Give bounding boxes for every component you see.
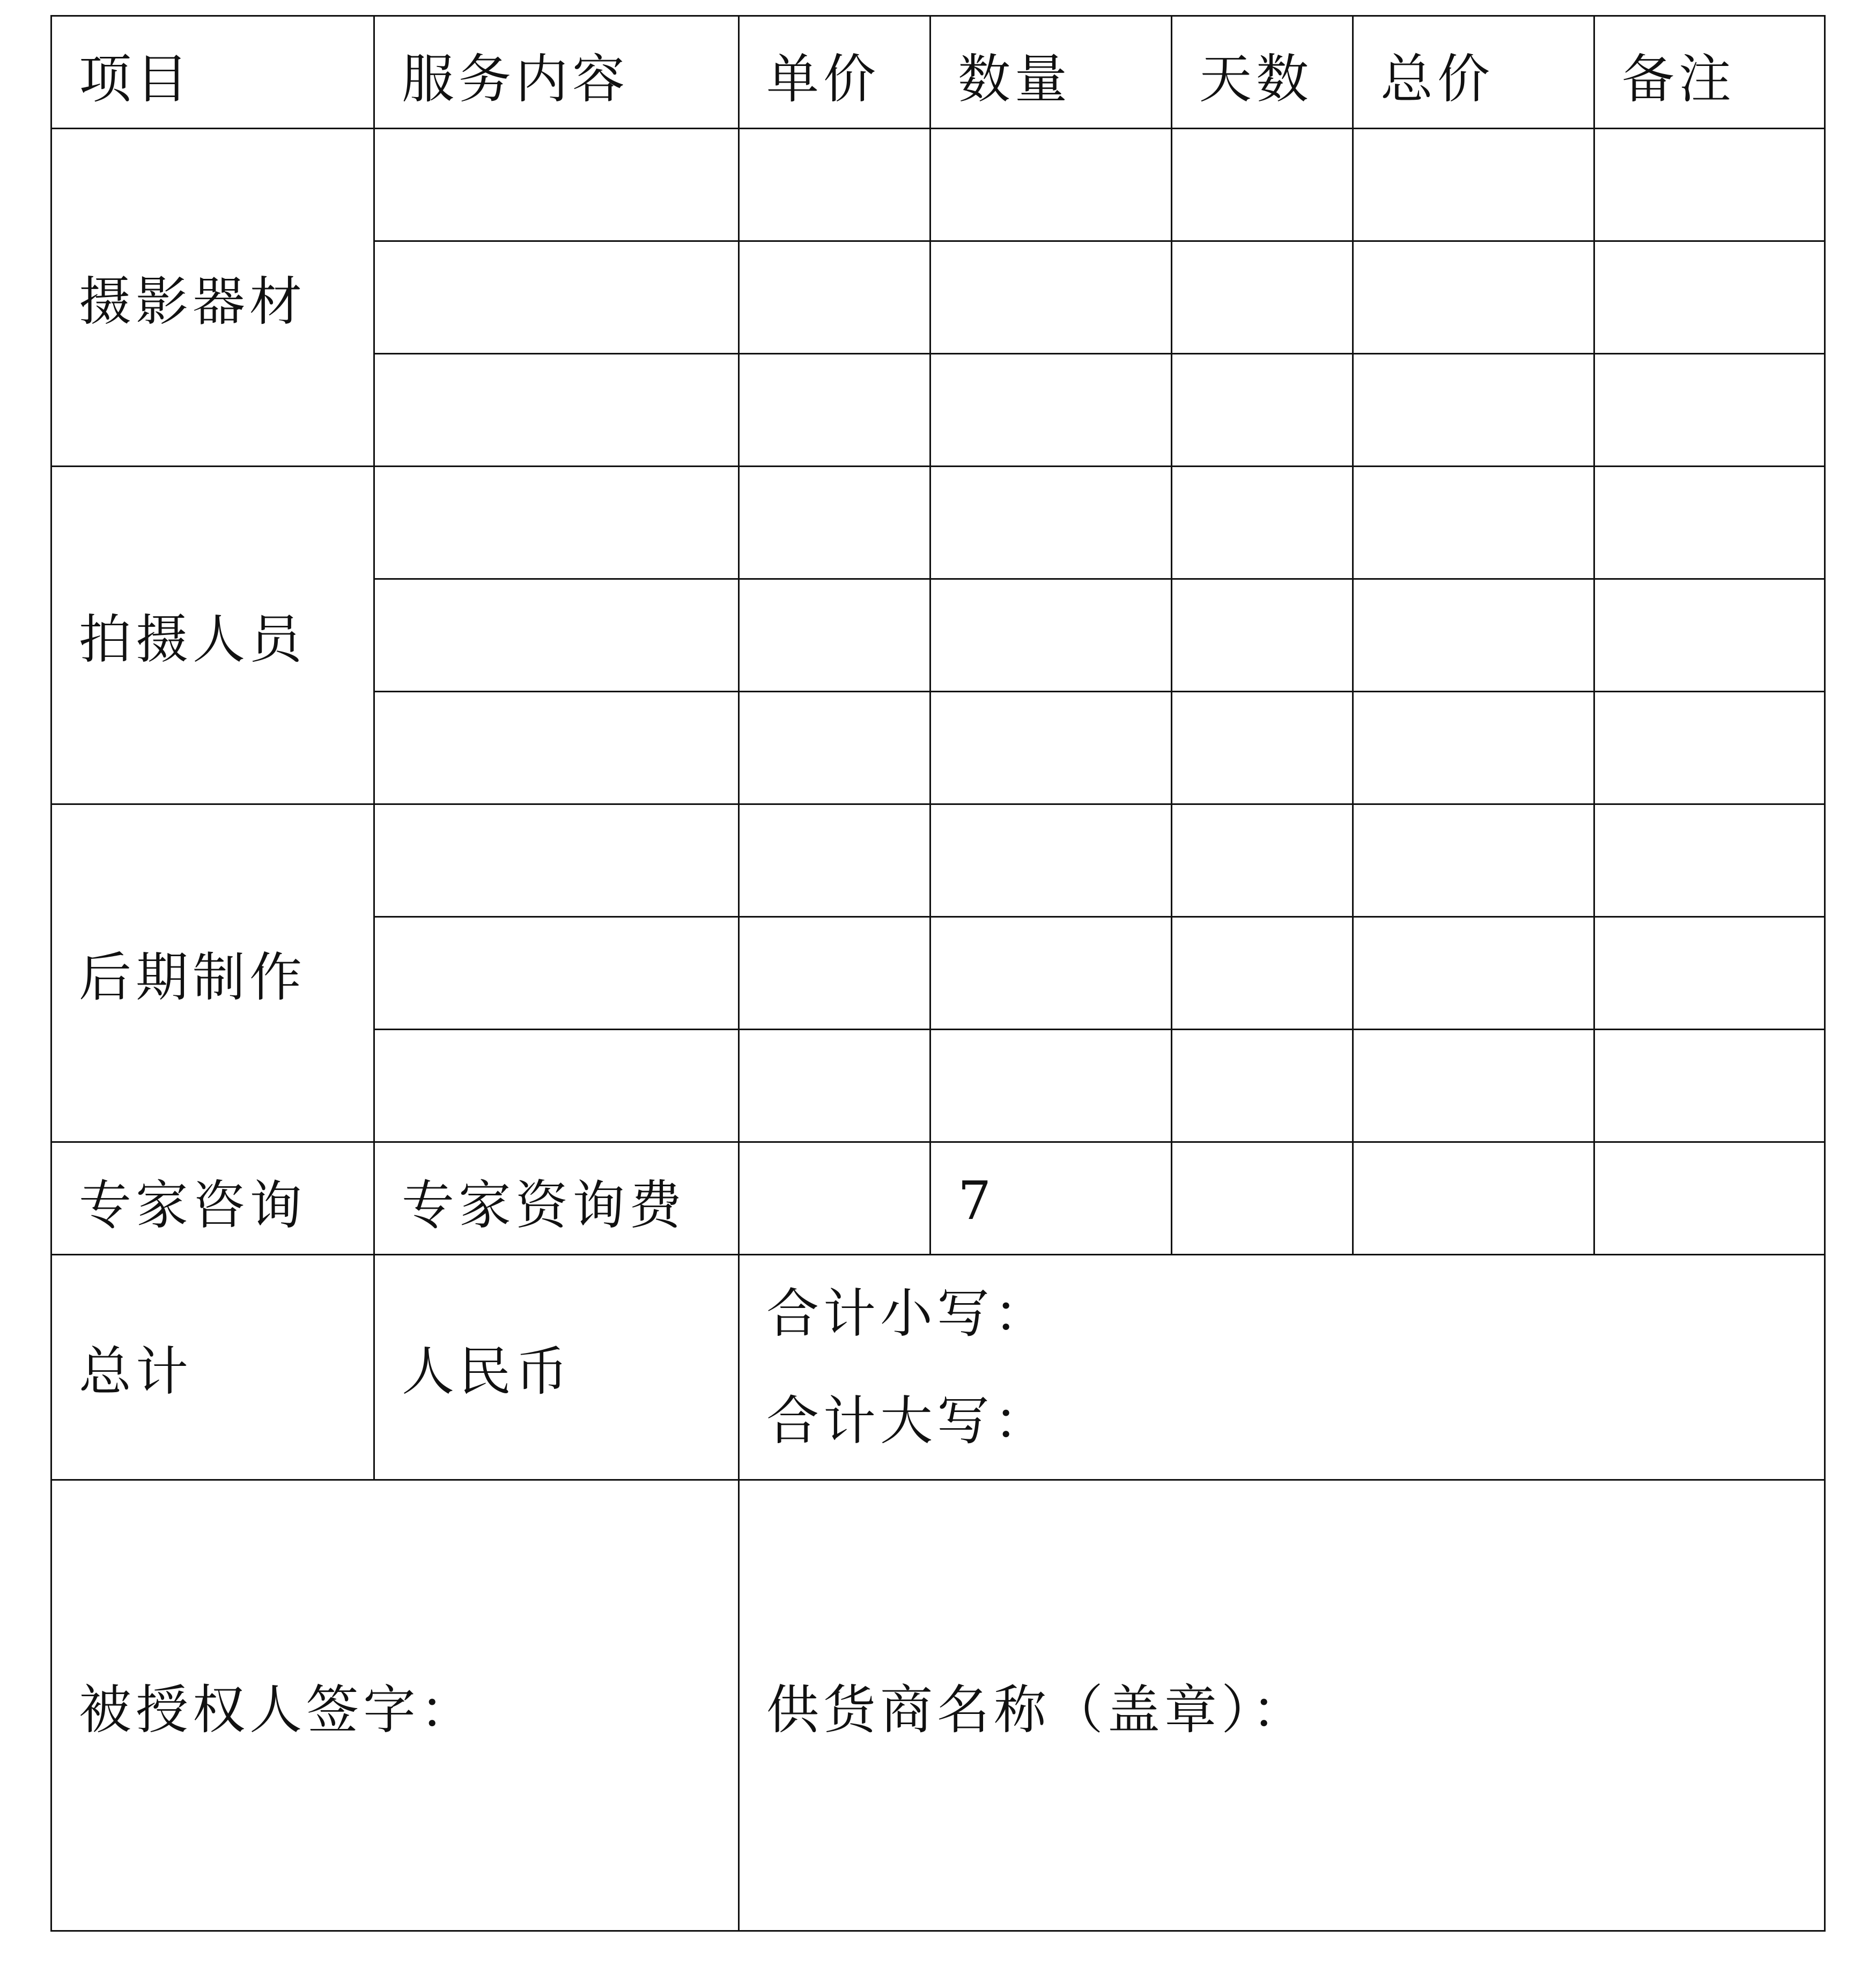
header-unit-price: 单价 <box>739 16 930 129</box>
cell-unit-price <box>739 241 930 354</box>
cell-quantity <box>930 241 1172 354</box>
cell-remarks <box>1594 241 1825 354</box>
total-label: 总计 <box>51 1255 374 1480</box>
expert-unit-price <box>739 1142 930 1255</box>
cell-service <box>374 467 739 579</box>
cell-days <box>1172 692 1353 804</box>
cell-remarks <box>1594 804 1825 917</box>
header-remarks: 备注 <box>1594 16 1825 129</box>
cell-quantity <box>930 1030 1172 1142</box>
cell-remarks <box>1594 1030 1825 1142</box>
cell-quantity <box>930 692 1172 804</box>
total-lowercase-label: 合计小写： <box>766 1283 1051 1344</box>
total-uppercase-label: 合计大写： <box>766 1390 1051 1452</box>
cell-total-price <box>1353 467 1594 579</box>
cell-quantity <box>930 354 1172 467</box>
header-quantity: 数量 <box>930 16 1172 129</box>
cell-remarks <box>1594 579 1825 692</box>
cell-unit-price <box>739 804 930 917</box>
cell-days <box>1172 467 1353 579</box>
cell-unit-price <box>739 129 930 241</box>
cell-days <box>1172 917 1353 1030</box>
cell-total-price <box>1353 804 1594 917</box>
staff-row-1 <box>51 467 1825 579</box>
header-service: 服务内容 <box>374 16 739 129</box>
cell-quantity <box>930 129 1172 241</box>
cell-remarks <box>1594 354 1825 467</box>
category-post-production: 后期制作 <box>51 804 374 1142</box>
cell-quantity <box>930 917 1172 1030</box>
cell-total-price <box>1353 579 1594 692</box>
cell-service <box>374 579 739 692</box>
authorized-signature: 被授权人签字： <box>51 1480 739 1931</box>
supplier-name-seal: 供货商名称（盖章）： <box>739 1480 1825 1931</box>
category-equipment: 摄影器材 <box>51 129 374 467</box>
header-days: 天数 <box>1172 16 1353 129</box>
cell-quantity <box>930 579 1172 692</box>
cell-remarks <box>1594 692 1825 804</box>
expert-row <box>51 1142 1825 1255</box>
cell-days <box>1172 1030 1353 1142</box>
total-row <box>51 1255 1825 1480</box>
cell-quantity <box>930 467 1172 579</box>
cell-total-price <box>1353 917 1594 1030</box>
total-amount <box>739 1255 1825 1480</box>
cell-unit-price <box>739 692 930 804</box>
cell-service <box>374 692 739 804</box>
cell-total-price <box>1353 129 1594 241</box>
cell-days <box>1172 129 1353 241</box>
post-row-1 <box>51 804 1825 917</box>
expert-service: 专家资询费 <box>374 1142 739 1255</box>
cell-service <box>374 1030 739 1142</box>
expert-remarks <box>1594 1142 1825 1255</box>
cell-days <box>1172 804 1353 917</box>
cell-total-price <box>1353 241 1594 354</box>
expert-quantity: 7 <box>930 1142 1172 1255</box>
cell-remarks <box>1594 917 1825 1030</box>
equipment-row-1 <box>51 129 1825 241</box>
expert-days <box>1172 1142 1353 1255</box>
cell-unit-price <box>739 1030 930 1142</box>
cell-service <box>374 354 739 467</box>
cell-quantity <box>930 804 1172 917</box>
signature-row <box>51 1480 1825 1931</box>
header-row <box>51 16 1825 129</box>
cell-total-price <box>1353 1030 1594 1142</box>
cell-total-price <box>1353 692 1594 804</box>
cell-service <box>374 804 739 917</box>
cell-remarks <box>1594 467 1825 579</box>
cell-unit-price <box>739 579 930 692</box>
cell-unit-price <box>739 917 930 1030</box>
cell-remarks <box>1594 129 1825 241</box>
cell-total-price <box>1353 354 1594 467</box>
cell-unit-price <box>739 467 930 579</box>
cell-service <box>374 917 739 1030</box>
cell-unit-price <box>739 354 930 467</box>
cell-days <box>1172 579 1353 692</box>
expert-total-price <box>1353 1142 1594 1255</box>
quotation-table <box>50 15 1826 1932</box>
cell-service <box>374 241 739 354</box>
header-item: 项目 <box>51 16 374 129</box>
total-currency: 人民币 <box>374 1255 739 1480</box>
cell-service <box>374 129 739 241</box>
cell-days <box>1172 354 1353 467</box>
cell-days <box>1172 241 1353 354</box>
category-staff: 拍摄人员 <box>51 467 374 804</box>
category-expert: 专家咨询 <box>51 1142 374 1255</box>
header-total-price: 总价 <box>1353 16 1594 129</box>
